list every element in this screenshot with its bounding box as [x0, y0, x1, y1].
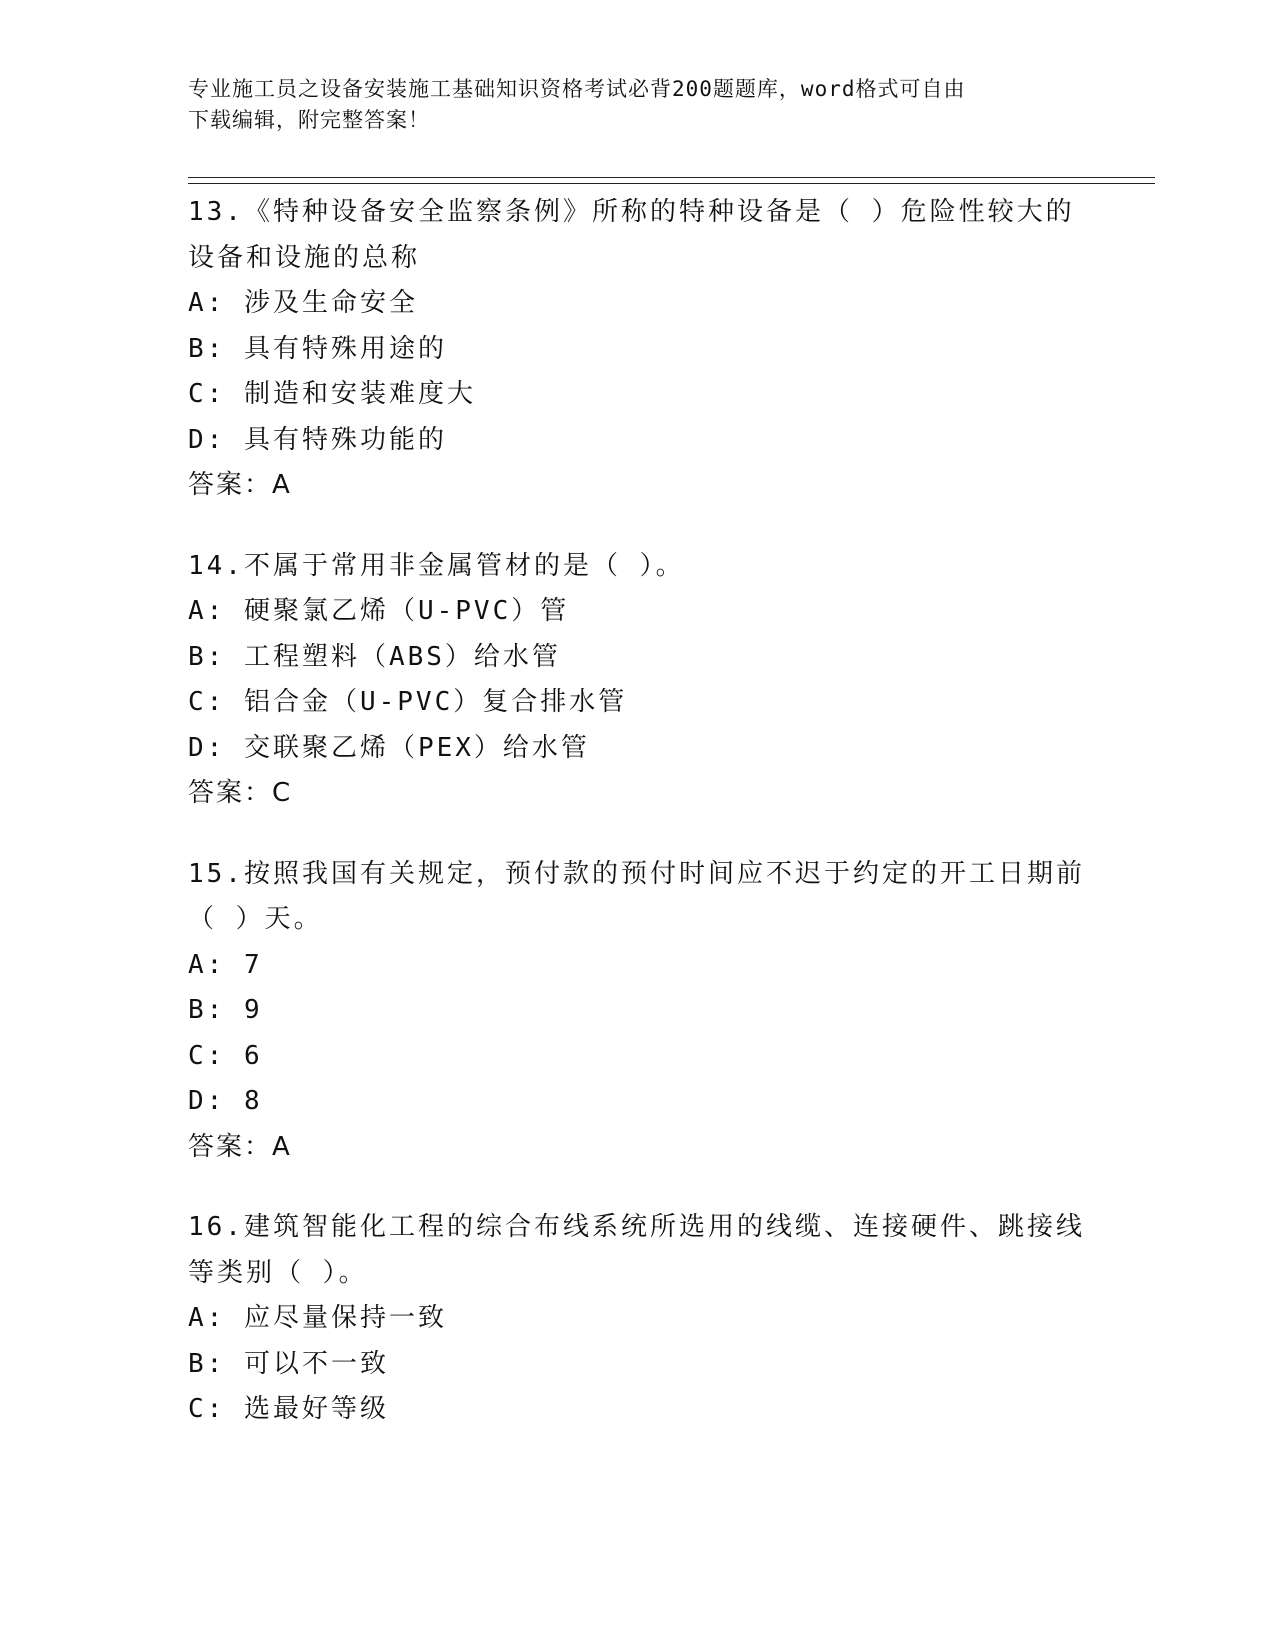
- option-b: B: 具有特殊用途的: [188, 333, 447, 364]
- option-a: A: 7: [188, 949, 263, 980]
- option-a: A: 硬聚氯乙烯（U-PVC）管: [188, 596, 570, 626]
- option-a: A: 涉及生命安全: [188, 288, 418, 318]
- header-divider-top: [188, 177, 1155, 178]
- option-b: B: 工程塑料（ABS）给水管: [188, 641, 561, 672]
- question-stem: 14.不属于常用非金属管材的是（ ）。: [188, 550, 685, 581]
- header-divider-bottom: [188, 183, 1155, 184]
- answer-line: 答案：A: [188, 1131, 292, 1162]
- question-16: [188, 1205, 1088, 1433]
- header-line-2: 下载编辑，附完整答案！: [188, 108, 430, 132]
- option-c: C: 制造和安装难度大: [188, 379, 476, 409]
- option-a: A: 应尽量保持一致: [188, 1303, 447, 1333]
- question-14: [188, 544, 1088, 817]
- option-c: C: 6: [188, 1040, 263, 1071]
- question-stem: 16.建筑智能化工程的综合布线系统所选用的线缆、连接硬件、跳接线等类别（ ）。: [188, 1212, 1085, 1288]
- option-d: D: 8: [188, 1086, 263, 1116]
- document-header: [188, 74, 1068, 136]
- header-line-1: 专业施工员之设备安装施工基础知识资格考试必背200题题库，word格式可自由: [188, 77, 966, 101]
- question-15: [188, 852, 1088, 1171]
- answer-line: 答案：A: [188, 470, 292, 500]
- option-c: C: 选最好等级: [188, 1394, 389, 1424]
- option-b: B: 9: [188, 995, 263, 1025]
- option-d: D: 具有特殊功能的: [188, 424, 447, 455]
- question-stem: 13.《特种设备安全监察条例》所称的特种设备是（ ）危险性较大的设备和设施的总称: [188, 197, 1075, 273]
- question-13: [188, 190, 1088, 509]
- question-stem: 15.按照我国有关规定，预付款的预付时间应不迟于约定的开工日期前（ ）天。: [188, 858, 1085, 934]
- option-b: B: 可以不一致: [188, 1348, 389, 1379]
- option-c: C: 铝合金（U-PVC）复合排水管: [188, 687, 628, 717]
- answer-line: 答案：C: [188, 778, 293, 808]
- question-list: [188, 190, 1088, 1468]
- option-d: D: 交联聚乙烯（PEX）给水管: [188, 732, 590, 763]
